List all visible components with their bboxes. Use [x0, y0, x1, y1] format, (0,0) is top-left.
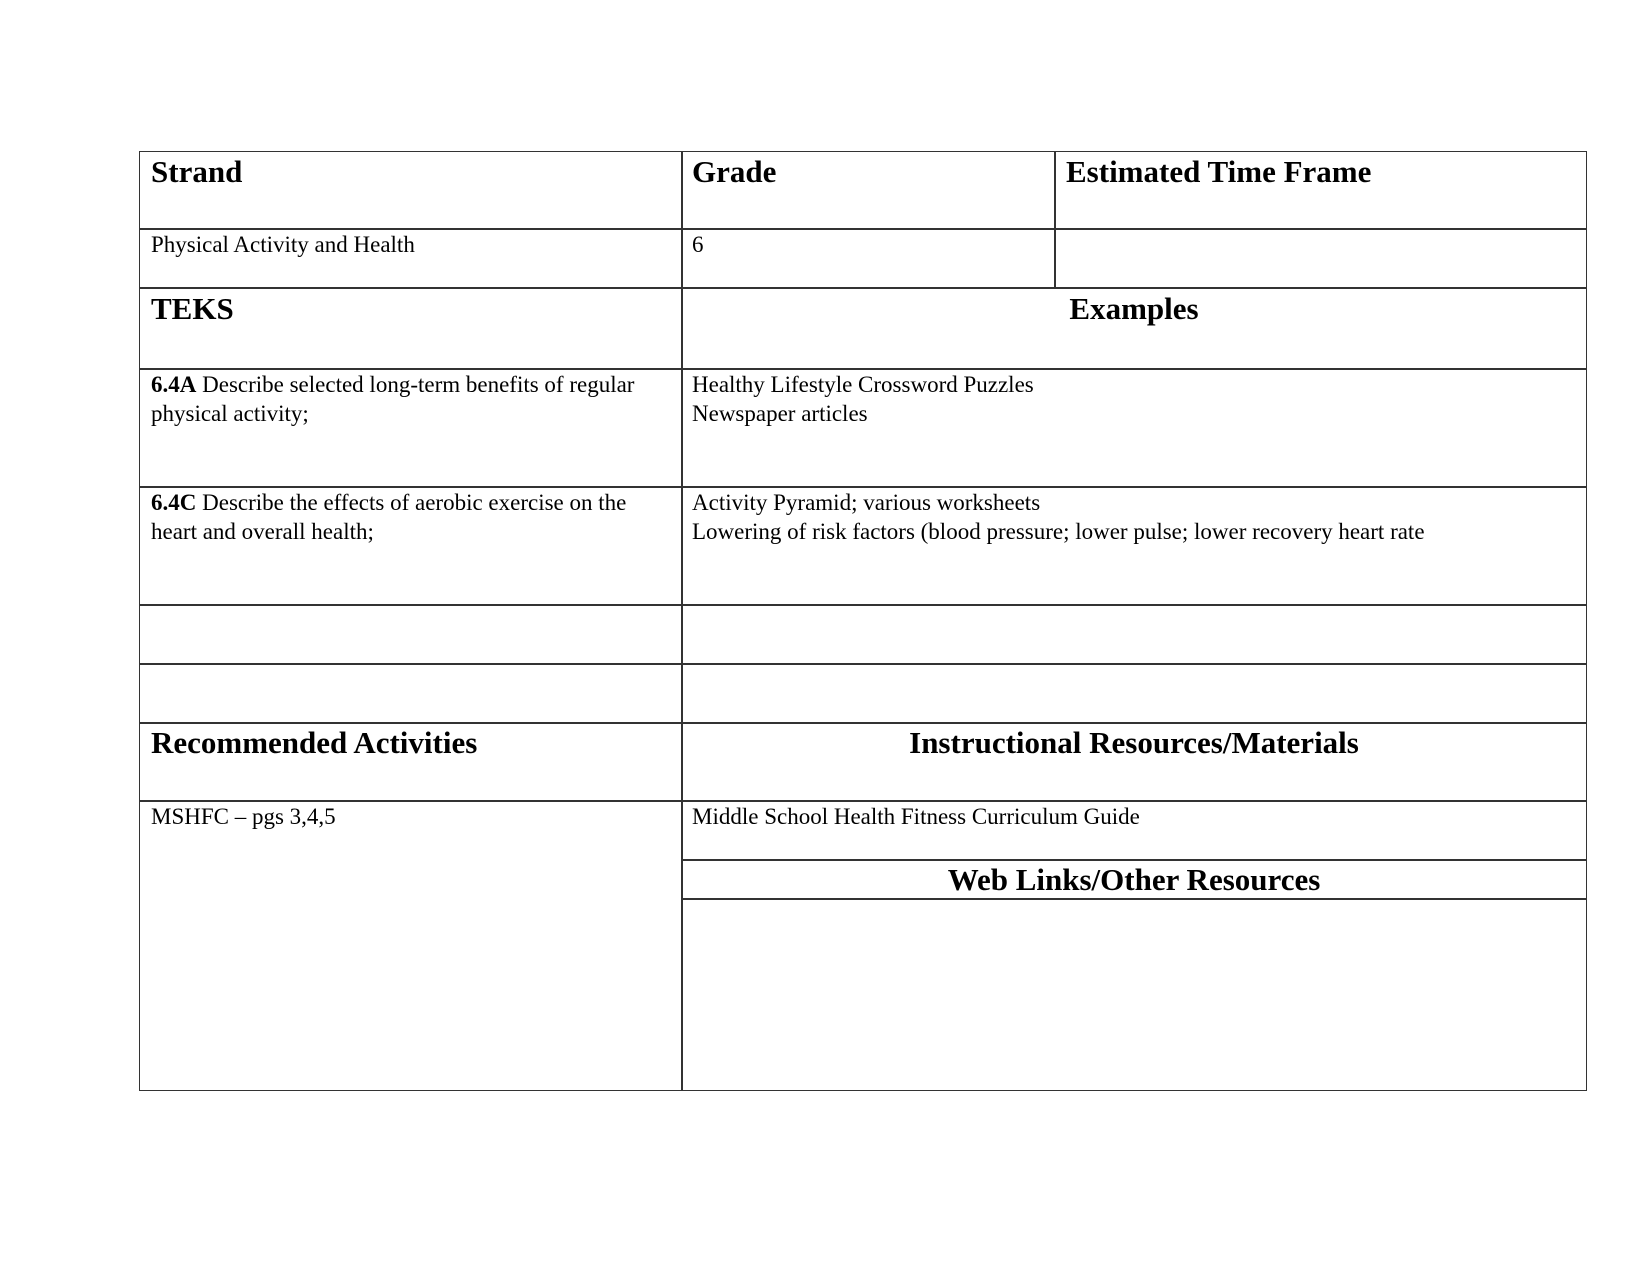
time-frame-heading: Estimated Time Frame — [1066, 154, 1372, 189]
teks-item — [151, 370, 676, 428]
teks-item — [151, 488, 676, 546]
grade-heading: Grade — [692, 154, 777, 189]
instructional-resources-heading: Instructional Resources/Materials — [909, 725, 1359, 760]
teks-description: Describe the effects of aerobic exercise on the heart and overall health; — [151, 490, 627, 544]
teks-code: 6.4C — [151, 490, 197, 515]
example-line: Healthy Lifestyle Crossword Puzzles — [692, 372, 1034, 397]
row-divider — [681, 898, 1587, 900]
teks-heading: TEKS — [151, 291, 234, 326]
row-divider — [139, 287, 1587, 289]
row-divider — [139, 604, 1587, 606]
grade-value: 6 — [692, 232, 704, 257]
row-divider — [681, 859, 1587, 861]
row-divider — [139, 663, 1587, 665]
strand-value: Physical Activity and Health — [151, 232, 415, 257]
teks-description: Describe selected long-term benefits of regular physical activity; — [151, 372, 635, 426]
teks-code: 6.4A — [151, 372, 197, 397]
instructional-resources-value: Middle School Health Fitness Curriculum Guide — [692, 804, 1140, 829]
web-links-heading: Web Links/Other Resources — [947, 862, 1321, 897]
examples-cell — [692, 488, 1582, 546]
row-divider — [139, 722, 1587, 724]
examples-heading: Examples — [1069, 291, 1199, 326]
column-divider — [1054, 151, 1056, 288]
example-line: Lowering of risk factors (blood pressure; lower pulse; lower recovery heart rate — [692, 519, 1425, 544]
recommended-activities-value: MSHFC – pgs 3,4,5 — [151, 804, 336, 829]
example-line: Activity Pyramid; various worksheets — [692, 490, 1041, 515]
examples-cell — [692, 370, 1577, 428]
example-line: Newspaper articles — [692, 401, 868, 426]
recommended-activities-heading: Recommended Activities — [151, 725, 478, 760]
strand-heading: Strand — [151, 154, 243, 189]
